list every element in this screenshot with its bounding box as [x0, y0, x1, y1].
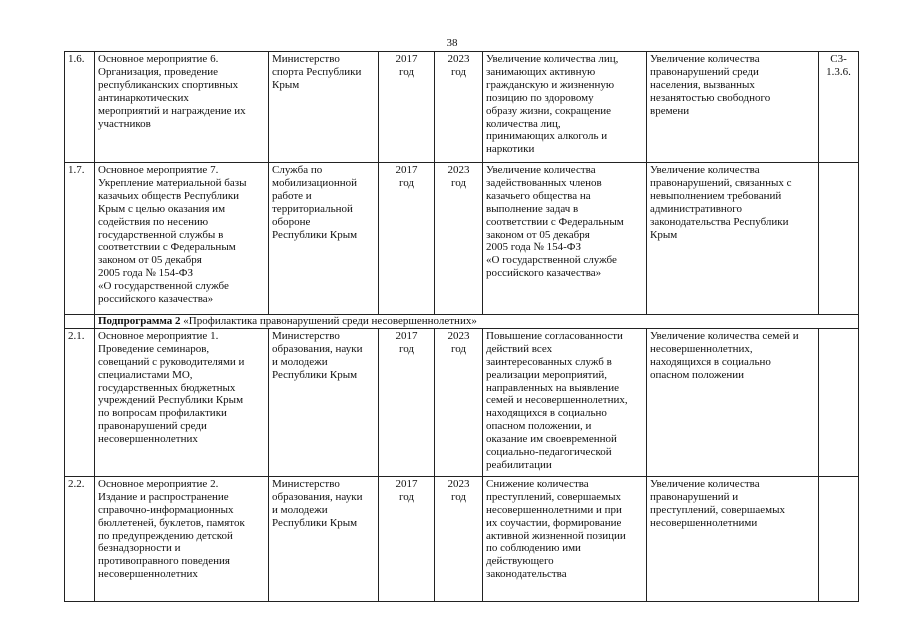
- executor-cell: Служба по мобилизационной работе и территориальной обороне Республики Крым: [269, 163, 379, 315]
- page-number: 38: [446, 37, 458, 49]
- end-year-cell: 2023 год: [435, 52, 483, 163]
- result-cell: Снижение количества преступлений, совершаемых несовершеннолетними и при их соучастии, формирование активной жизненной позиции по соблюдению ими действующего законодательства: [483, 476, 647, 601]
- consequence-cell: Увеличение количества семей и несовершеннолетних, находящихся в социально опасном положении: [647, 328, 819, 476]
- indicator-code-cell: [819, 328, 859, 476]
- row-number: 1.6.: [65, 52, 95, 163]
- start-year-cell: 2017 год: [379, 52, 435, 163]
- table-row: [65, 163, 859, 315]
- activity-cell: Основное мероприятие 7. Укрепление материальной базы казачьих обществ Республики Крым с целью оказания им содействия по несению государственной службы в соответствии с Федеральным законом от 05 декабря 2005 года № 154-ФЗ «О государственной службе российского казачества»: [95, 163, 269, 315]
- subprogram-row: [65, 315, 859, 329]
- end-year-cell: 2023 год: [435, 328, 483, 476]
- start-year-cell: 2017 год: [379, 163, 435, 315]
- indicator-code-cell: [819, 163, 859, 315]
- activity-cell: Основное мероприятие 6. Организация, проведение республиканских спортивных антинаркотических мероприятий и награждение их участников: [95, 52, 269, 163]
- consequence-cell: Увеличение количества правонарушений и преступлений, совершаемых несовершеннолетними: [647, 476, 819, 601]
- subprogram-number-cell: [65, 315, 95, 329]
- consequence-cell: Увеличение количества правонарушений, связанных с невыполнением требований административного законодательства Республики Крым: [647, 163, 819, 315]
- result-cell: Повышение согласованности действий всех заинтересованных служб в реализации мероприятий, направленных на выявление семей и несовершеннолетних, находящихся в социально опасном положении, и оказание им своевременной социально-педагогической реабилитации: [483, 328, 647, 476]
- measures-table: [64, 51, 859, 602]
- result-cell: Увеличение количества лиц, занимающих активную гражданскую и жизненную позицию по здоровому образу жизни, сокращение количества лиц, принимающих алкоголь и наркотики: [483, 52, 647, 163]
- row-number: 2.2.: [65, 476, 95, 601]
- table-row: [65, 328, 859, 476]
- executor-cell: Министерство образования, науки и молодежи Республики Крым: [269, 476, 379, 601]
- start-year-cell: 2017 год: [379, 476, 435, 601]
- subprogram-heading: [95, 315, 859, 329]
- indicator-code-cell: С3-1.3.6.: [819, 52, 859, 163]
- consequence-cell: Увеличение количества правонарушений среди населения, вызванных незанятостью свободного времени: [647, 52, 819, 163]
- activity-cell: Основное мероприятие 2. Издание и распространение справочно-информационных бюллетеней, буклетов, памяток по предупреждению детской безнадзорности и противоправного поведения несовершеннолетних: [95, 476, 269, 601]
- row-number: 1.7.: [65, 163, 95, 315]
- subprogram-label: Подпрограмма 2: [98, 315, 181, 327]
- row-number: 2.1.: [65, 328, 95, 476]
- result-cell: Увеличение количества задействованных членов казачьего общества на выполнение задач в соответствии с Федеральным законом от 05 декабря 2005 года № 154-ФЗ «О государственной службе российского казачества»: [483, 163, 647, 315]
- executor-cell: Министерство спорта Республики Крым: [269, 52, 379, 163]
- start-year-cell: 2017 год: [379, 328, 435, 476]
- executor-cell: Министерство образования, науки и молодежи Республики Крым: [269, 328, 379, 476]
- indicator-code-cell: [819, 476, 859, 601]
- end-year-cell: 2023 год: [435, 476, 483, 601]
- table-row: [65, 52, 859, 163]
- activity-cell: Основное мероприятие 1. Проведение семинаров, совещаний с руководителями и специалистами МО, государственных бюджетных учреждений Республики Крым по вопросам профилактики правонарушений среди несовершеннолетних: [95, 328, 269, 476]
- end-year-cell: 2023 год: [435, 163, 483, 315]
- subprogram-title: «Профилактика правонарушений среди несовершеннолетних»: [180, 315, 477, 327]
- table-row: [65, 476, 859, 601]
